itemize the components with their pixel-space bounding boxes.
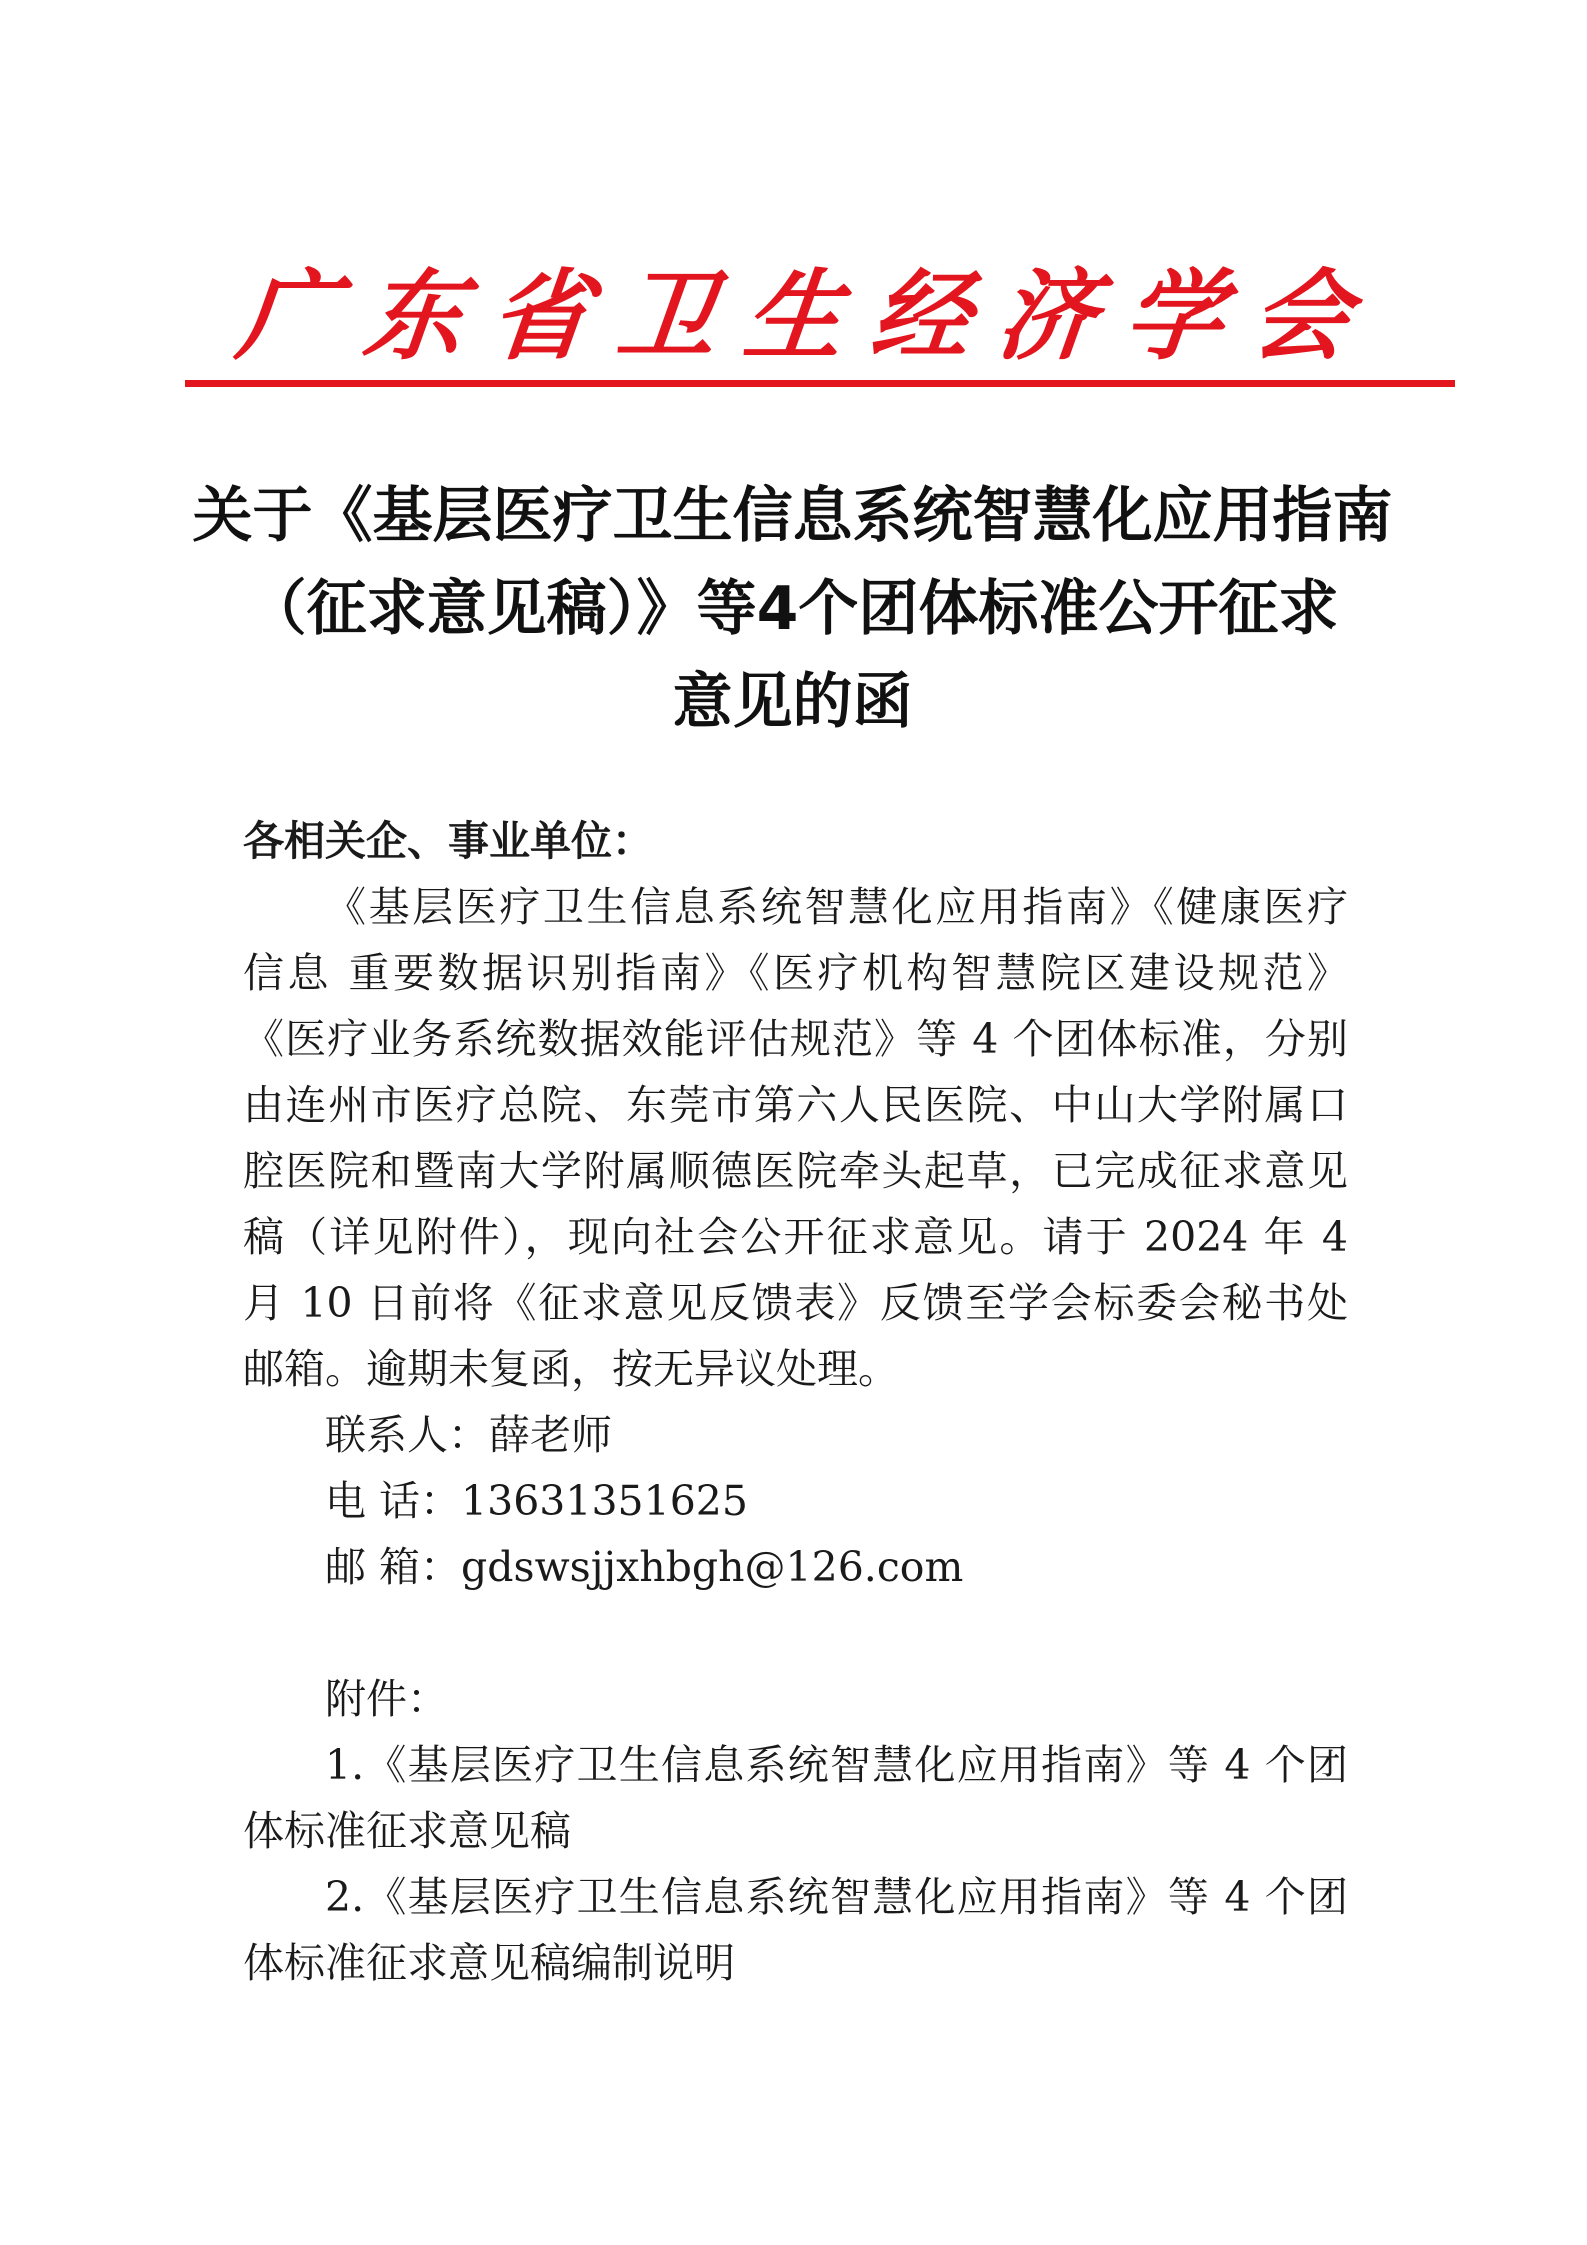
- contact-person: 联系人：薛老师: [325, 1411, 612, 1459]
- attachment-item-1-cont: 体标准征求意见稿: [243, 1807, 571, 1855]
- paragraph-line: 由连州市医疗总院、东莞市第六人民医院、中山大学附属口: [243, 1081, 1348, 1129]
- org-char: 省: [485, 259, 596, 374]
- org-char: 济: [992, 259, 1103, 374]
- attachment-item-2-cont: 体标准征求意见稿编制说明: [243, 1939, 735, 1987]
- paragraph-line: 《医疗业务系统数据效能评估规范》等 4 个团体标准，分别: [243, 1015, 1348, 1063]
- org-char: 经: [865, 259, 976, 374]
- paragraph-line: 信息 重要数据识别指南》《医疗机构智慧院区建设规范》: [243, 949, 1348, 997]
- document-body: [243, 808, 1348, 1996]
- attachment-item-2: 2.《基层医疗卫生信息系统智慧化应用指南》等 4 个团: [325, 1873, 1348, 1921]
- org-char: 广: [232, 259, 343, 374]
- org-char: 卫: [612, 259, 723, 374]
- spacer: [243, 1600, 1348, 1666]
- attachment-item-1: 1.《基层医疗卫生信息系统智慧化应用指南》等 4 个团: [325, 1741, 1348, 1789]
- org-char: 学: [1119, 259, 1230, 374]
- salutation: 各相关企、事业单位：: [243, 817, 653, 865]
- paragraph-line: 腔医院和暨南大学附属顺德医院牵头起草，已完成征求意见: [243, 1147, 1348, 1195]
- organization-header: [232, 259, 1356, 374]
- org-char: 会: [1245, 259, 1356, 374]
- paragraph-line: 邮箱。逾期未复函，按无异议处理。: [243, 1345, 899, 1393]
- main-paragraph: [243, 874, 1348, 1402]
- contact-email: 邮 箱：gdswsjjxhbgh@126.com: [325, 1543, 964, 1591]
- contact-phone: 电 话：13631351625: [325, 1477, 748, 1525]
- header-divider: [185, 380, 1455, 387]
- title-line-1: 关于《基层医疗卫生信息系统智慧化应用指南: [192, 481, 1393, 551]
- title-line-3: 意见的函: [672, 667, 913, 737]
- org-char: 生: [738, 259, 850, 374]
- paragraph-line: 月 10 日前将《征求意见反馈表》反馈至学会标委会秘书处: [243, 1279, 1348, 1327]
- document-title: [185, 470, 1400, 749]
- org-char: 东: [358, 259, 469, 374]
- attachments-label: 附件：: [325, 1675, 448, 1723]
- paragraph-line: 《基层医疗卫生信息系统智慧化应用指南》《健康医疗: [325, 883, 1348, 931]
- paragraph-line: 稿（详见附件），现向社会公开征求意见。请于 2024 年 4: [243, 1213, 1348, 1261]
- title-line-2: （征求意见稿）》等4个团体标准公开征求: [246, 574, 1339, 644]
